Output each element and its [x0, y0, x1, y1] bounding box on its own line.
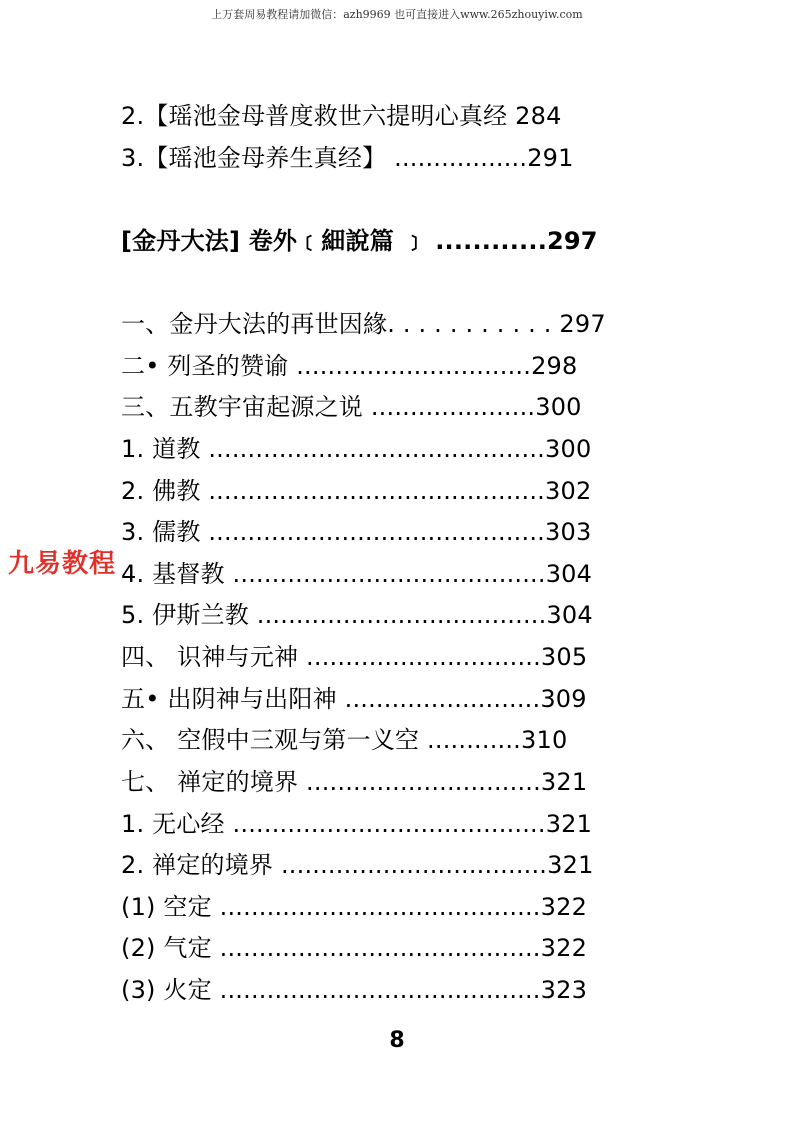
- toc-section-heading: [金丹大法] 卷外﹝細說篇 ﹞ ............297: [121, 227, 598, 255]
- toc-entry: 二• 列圣的赞谕 ..............................298: [121, 352, 578, 380]
- toc-entry: 2. 佛教 ...........................................302: [121, 477, 592, 505]
- toc-entry: 2.【瑶池金母普度救世六提明心真经 284: [121, 102, 562, 130]
- toc-entry: 五• 出阴神与出阳神 .........................309: [121, 685, 587, 713]
- toc-entry: 1. 道教 ...........................................300: [121, 435, 592, 463]
- toc-entry: 1. 无心经 ........................................321: [121, 810, 593, 838]
- toc-entry: (3) 火定 .........................................323: [121, 976, 588, 1004]
- toc-entry: 一、金丹大法的再世因緣. . . . . . . . . . . 297: [121, 310, 606, 338]
- toc-entry: 六、 空假中三观与第一义空 ............310: [121, 726, 568, 754]
- toc-entry: 3.【瑶池金母养生真经】 .................291: [121, 144, 574, 172]
- toc-entry: 4. 基督教 ........................................304: [121, 560, 593, 588]
- toc-entry: 四、 识神与元神 ..............................305: [121, 643, 588, 671]
- toc-entry: (1) 空定 .........................................322: [121, 893, 588, 921]
- toc-entry: 3. 儒教 ...........................................303: [121, 518, 592, 546]
- page-header-ad-text: 上万套周易教程请加微信：azh9969 也可直接进入www.265zhouyiw.com: [211, 8, 583, 21]
- page-number: 8: [389, 1028, 405, 1053]
- toc-entry: 三、五教宇宙起源之说 .....................300: [121, 393, 582, 421]
- watermark-logo-text: 九易教程: [8, 549, 117, 579]
- toc-entry: 2. 禅定的境界 ..................................321: [121, 851, 594, 879]
- toc-entry: 5. 伊斯兰教 .....................................304: [121, 601, 593, 629]
- toc-entry: (2) 气定 .........................................322: [121, 934, 588, 962]
- toc-entry: 七、 禅定的境界 ..............................321: [121, 768, 588, 796]
